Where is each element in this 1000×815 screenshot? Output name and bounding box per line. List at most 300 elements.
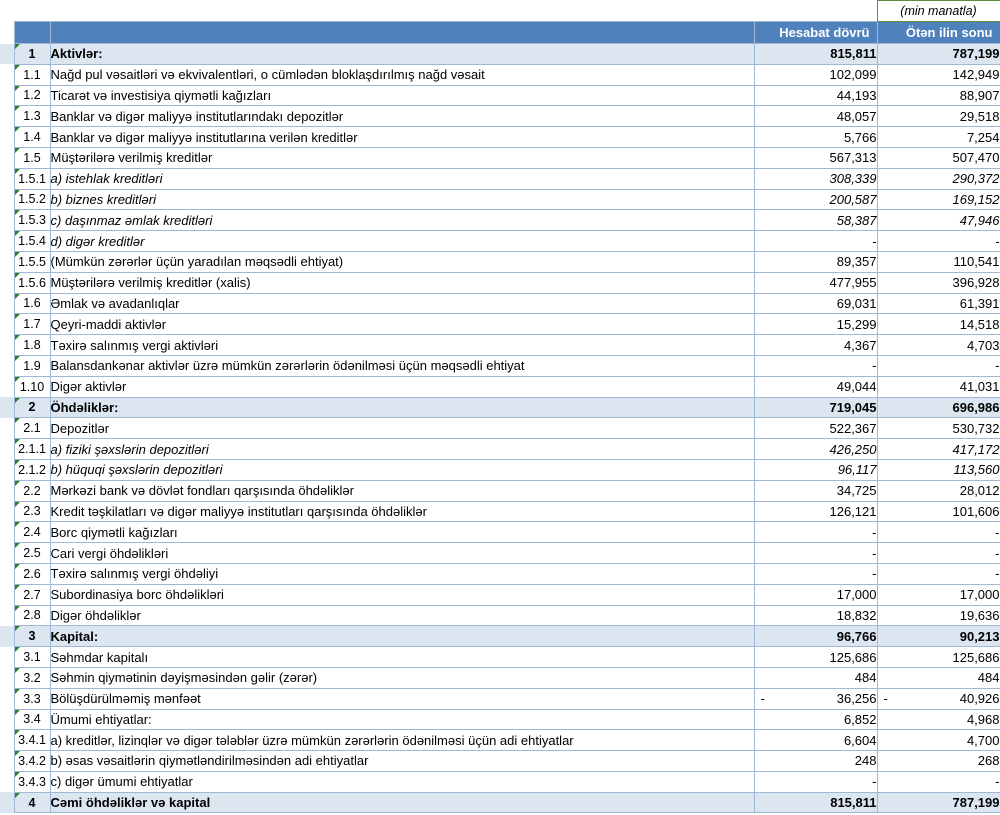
- row-value-previous-year-end[interactable]: -: [877, 231, 1000, 252]
- row-value-reporting-period[interactable]: 102,099: [754, 64, 877, 85]
- table-row: [0, 480, 1000, 501]
- header-reporting-period: Hesabat dövrü: [754, 22, 877, 44]
- units-empty-label: [50, 1, 754, 22]
- cell-comment-marker-icon: [15, 335, 20, 340]
- row-label-cell[interactable]: Müştərilərə verilmiş kreditlər: [50, 147, 754, 168]
- gutter-cell: [0, 189, 14, 210]
- row-value-previous-year-end[interactable]: 17,000: [877, 584, 1000, 605]
- row-value-previous-year-end[interactable]: 169,152: [877, 189, 1000, 210]
- row-label-cell[interactable]: Depozitlər: [50, 418, 754, 439]
- cell-comment-marker-icon: [15, 377, 20, 382]
- row-value-previous-year-end[interactable]: 125,686: [877, 647, 1000, 668]
- table-row: [0, 418, 1000, 439]
- row-number-text: 1.6: [23, 296, 41, 311]
- row-value-reporting-period[interactable]: 48,057: [754, 106, 877, 127]
- row-label-cell[interactable]: a) istehlak kreditləri: [50, 168, 754, 189]
- row-number-text: 1.9: [23, 358, 41, 373]
- table-row: [0, 709, 1000, 730]
- row-value-previous-year-end[interactable]: 268: [877, 751, 1000, 772]
- units-row: [0, 1, 1000, 22]
- row-label-cell[interactable]: d) digər kreditlər: [50, 231, 754, 252]
- row-value-reporting-period[interactable]: 522,367: [754, 418, 877, 439]
- row-number-cell[interactable]: [14, 355, 50, 376]
- row-label-cell[interactable]: Bölüşdürülməmiş mənfəət: [50, 688, 754, 709]
- row-number-text: 2.4: [23, 525, 41, 540]
- gutter-cell: [0, 22, 14, 44]
- row-number-cell[interactable]: [14, 792, 50, 813]
- row-number-text: 3.2: [23, 670, 41, 685]
- gutter-cell: [0, 751, 14, 772]
- row-number-cell[interactable]: [14, 605, 50, 626]
- table-row: [0, 667, 1000, 688]
- row-number-cell[interactable]: [14, 480, 50, 501]
- cell-comment-marker-icon: [15, 772, 20, 777]
- row-value-reporting-period[interactable]: 58,387: [754, 210, 877, 231]
- table-row: [0, 127, 1000, 148]
- row-number-cell[interactable]: [14, 563, 50, 584]
- cell-comment-marker-icon: [15, 106, 20, 111]
- row-value-reporting-period[interactable]: -: [754, 543, 877, 564]
- row-value-previous-year-end[interactable]: 29,518: [877, 106, 1000, 127]
- header-num-col: [14, 22, 50, 44]
- gutter-cell: [0, 314, 14, 335]
- row-number-text: 3.1: [23, 650, 41, 664]
- row-number-text: 1.5: [23, 150, 41, 165]
- row-label-cell[interactable]: b) əsas vəsaitlərin qiymətləndirilməsindən adi ehtiyatlar: [50, 751, 754, 772]
- row-value-reporting-period[interactable]: 200,587: [754, 189, 877, 210]
- row-value-reporting-period[interactable]: 4,367: [754, 335, 877, 356]
- row-label-cell[interactable]: Digər aktivlər: [50, 376, 754, 397]
- table-row: [0, 293, 1000, 314]
- row-label-cell[interactable]: a) fiziki şəxslərin depozitləri: [50, 439, 754, 460]
- cell-comment-marker-icon: [15, 710, 20, 715]
- row-value-previous-year-end[interactable]: 4,703: [877, 335, 1000, 356]
- row-value-reporting-period[interactable]: 126,121: [754, 501, 877, 522]
- gutter-cell: [0, 709, 14, 730]
- row-label-cell[interactable]: (Mümkün zərərlər üçün yaradılan məqsədli ehtiyat): [50, 251, 754, 272]
- row-number-text: 1.4: [23, 130, 41, 145]
- row-number-text: 1.3: [23, 109, 41, 124]
- row-value-previous-year-end[interactable]: 142,949: [877, 64, 1000, 85]
- row-number-cell[interactable]: [14, 459, 50, 480]
- table-row: [0, 44, 1000, 65]
- row-number-cell[interactable]: [14, 210, 50, 231]
- table-row: [0, 85, 1000, 106]
- row-value-previous-year-end[interactable]: -: [877, 563, 1000, 584]
- row-label-cell[interactable]: Borc qiymətli kağızları: [50, 522, 754, 543]
- cell-comment-marker-icon: [15, 439, 20, 444]
- row-value-reporting-period[interactable]: 44,193: [754, 85, 877, 106]
- table-row: [0, 751, 1000, 772]
- row-value-previous-year-end[interactable]: -: [877, 771, 1000, 792]
- row-number-text: 1.5.4: [18, 234, 46, 249]
- units-empty-num: [14, 1, 50, 22]
- table-row: [0, 501, 1000, 522]
- row-value-reporting-period[interactable]: 125,686: [754, 647, 877, 668]
- gutter-cell: [0, 85, 14, 106]
- row-number-cell[interactable]: [14, 189, 50, 210]
- table-row: [0, 168, 1000, 189]
- row-value-previous-year-end[interactable]: 14,518: [877, 314, 1000, 335]
- row-value-reporting-period[interactable]: -: [754, 231, 877, 252]
- row-number-cell[interactable]: [14, 751, 50, 772]
- gutter-cell: [0, 272, 14, 293]
- gutter-cell: [0, 376, 14, 397]
- row-value-previous-year-end[interactable]: 7,254: [877, 127, 1000, 148]
- gutter-cell: [0, 667, 14, 688]
- row-label-cell[interactable]: Öhdəliklər:: [50, 397, 754, 418]
- gutter-cell: [0, 44, 14, 65]
- row-value-previous-year-end[interactable]: 4,968: [877, 709, 1000, 730]
- row-number-cell[interactable]: [14, 667, 50, 688]
- table-row: [0, 771, 1000, 792]
- value-text: 36,256: [836, 691, 877, 707]
- cell-comment-marker-icon: [15, 273, 20, 278]
- row-label-cell[interactable]: Səhmdar kapitalı: [50, 647, 754, 668]
- row-number-text: 3.3: [23, 691, 41, 706]
- gutter-cell: [0, 106, 14, 127]
- row-value-reporting-period[interactable]: 6,604: [754, 730, 877, 751]
- row-number-cell[interactable]: [14, 127, 50, 148]
- row-label-cell[interactable]: Cari vergi öhdəlikləri: [50, 543, 754, 564]
- row-number-cell[interactable]: [14, 64, 50, 85]
- cell-comment-marker-icon: [15, 294, 20, 299]
- header-previous-year-end: Ötən ilin sonu: [877, 22, 1000, 44]
- negative-sign: -: [760, 691, 765, 707]
- row-number-cell[interactable]: [14, 106, 50, 127]
- gutter-cell: [0, 626, 14, 647]
- row-value-reporting-period[interactable]: -: [754, 522, 877, 543]
- row-number-cell[interactable]: [14, 501, 50, 522]
- table-header-row: [0, 22, 1000, 44]
- table-row: [0, 189, 1000, 210]
- negative-sign: -: [883, 691, 888, 707]
- gutter-cell: [0, 543, 14, 564]
- header-label-col: [50, 22, 754, 44]
- row-value-reporting-period[interactable]: 426,250: [754, 439, 877, 460]
- row-number-text: 1.5.6: [18, 275, 46, 290]
- table-row: [0, 314, 1000, 335]
- cell-comment-marker-icon: [15, 585, 20, 590]
- row-number-text: 1.10: [19, 379, 45, 394]
- gutter-cell: [0, 355, 14, 376]
- row-value-reporting-period[interactable]: 34,725: [754, 480, 877, 501]
- value-text: 40,926: [959, 691, 1000, 707]
- row-number-cell[interactable]: [14, 688, 50, 709]
- row-value-reporting-period[interactable]: -: [754, 563, 877, 584]
- table-row: [0, 584, 1000, 605]
- cell-comment-marker-icon: [15, 127, 20, 132]
- row-number-text: 4: [28, 795, 36, 810]
- cell-comment-marker-icon: [15, 460, 20, 465]
- cell-comment-marker-icon: [15, 231, 20, 236]
- table-row: [0, 688, 1000, 709]
- table-row: [0, 272, 1000, 293]
- units-empty-v1: [754, 1, 877, 22]
- table-row: [0, 106, 1000, 127]
- row-number-text: 1.7: [23, 317, 41, 332]
- row-value-reporting-period[interactable]: 6,852: [754, 709, 877, 730]
- row-number-text: 1: [28, 46, 36, 61]
- cell-comment-marker-icon: [15, 418, 20, 423]
- row-label-cell[interactable]: Banklar və digər maliyyə institutlarına verilən kreditlər: [50, 127, 754, 148]
- row-number-cell[interactable]: [14, 314, 50, 335]
- row-label-cell[interactable]: Mərkəzi bank və dövlət fondları qarşısında öhdəliklər: [50, 480, 754, 501]
- table-row: [0, 626, 1000, 647]
- row-value-reporting-period[interactable]: 248: [754, 751, 877, 772]
- row-value-previous-year-end[interactable]: 507,470: [877, 147, 1000, 168]
- row-number-cell[interactable]: [14, 709, 50, 730]
- row-value-previous-year-end[interactable]: 41,031: [877, 376, 1000, 397]
- row-value-previous-year-end[interactable]: -: [877, 543, 1000, 564]
- row-label-cell[interactable]: Aktivlər:: [50, 44, 754, 65]
- row-number-cell[interactable]: [14, 584, 50, 605]
- row-number-cell[interactable]: [14, 771, 50, 792]
- table-row: [0, 459, 1000, 480]
- gutter-cell: [0, 563, 14, 584]
- row-number-text: 1.1: [23, 67, 41, 82]
- row-number-text: 2.6: [23, 566, 41, 581]
- row-label-cell[interactable]: Səhmin qiymətinin dəyişməsindən gəlir (zərər): [50, 667, 754, 688]
- row-number-text: 1.8: [23, 338, 41, 353]
- row-number-cell[interactable]: [14, 376, 50, 397]
- cell-comment-marker-icon: [15, 606, 20, 611]
- row-number-text: 2.1.1: [18, 442, 46, 457]
- row-value-reporting-period[interactable]: 15,299: [754, 314, 877, 335]
- table-row: [0, 647, 1000, 668]
- row-number-cell[interactable]: [14, 730, 50, 751]
- cell-comment-marker-icon: [15, 190, 20, 195]
- row-value-previous-year-end[interactable]: 113,560: [877, 459, 1000, 480]
- gutter-cell: [0, 771, 14, 792]
- row-value-reporting-period[interactable]: -: [754, 355, 877, 376]
- row-value-previous-year-end[interactable]: 110,541: [877, 251, 1000, 272]
- row-value-reporting-period[interactable]: 69,031: [754, 293, 877, 314]
- table-row: [0, 335, 1000, 356]
- cell-comment-marker-icon: [15, 730, 20, 735]
- table-row: [0, 397, 1000, 418]
- row-label-cell[interactable]: Ticarət və investisiya qiymətli kağızları: [50, 85, 754, 106]
- cell-comment-marker-icon: [15, 86, 20, 91]
- cell-comment-marker-icon: [15, 44, 20, 49]
- row-number-text: 3.4.3: [18, 774, 46, 789]
- row-number-text: 3.4.1: [18, 733, 46, 748]
- row-value-reporting-period[interactable]: 5,766: [754, 127, 877, 148]
- table-row: [0, 792, 1000, 813]
- row-value-reporting-period[interactable]: 96,117: [754, 459, 877, 480]
- gutter-cell: [0, 480, 14, 501]
- row-value-previous-year-end[interactable]: 47,946: [877, 210, 1000, 231]
- row-number-cell[interactable]: [14, 251, 50, 272]
- table-row: [0, 376, 1000, 397]
- row-number-text: 1.5.3: [18, 213, 46, 228]
- row-label-cell[interactable]: Təxirə salınmış vergi aktivləri: [50, 335, 754, 356]
- row-number-cell[interactable]: [14, 85, 50, 106]
- row-number-cell[interactable]: [14, 272, 50, 293]
- row-label-cell[interactable]: Qeyri-maddi aktivlər: [50, 314, 754, 335]
- row-value-previous-year-end[interactable]: 290,372: [877, 168, 1000, 189]
- cell-comment-marker-icon: [15, 314, 20, 319]
- row-label-cell[interactable]: Banklar və digər maliyyə institutlarındakı depozitlər: [50, 106, 754, 127]
- row-number-cell[interactable]: [14, 397, 50, 418]
- cell-comment-marker-icon: [15, 169, 20, 174]
- row-value-reporting-period[interactable]: 815,811: [754, 792, 877, 813]
- row-value-previous-year-end[interactable]: 396,928: [877, 272, 1000, 293]
- row-number-cell[interactable]: [14, 647, 50, 668]
- table-row: [0, 543, 1000, 564]
- row-value-reporting-period[interactable]: 719,045: [754, 397, 877, 418]
- row-label-cell[interactable]: Nağd pul vəsaitləri və ekvivalentləri, o cümlədən bloklaşdırılmış nağd vəsait: [50, 64, 754, 85]
- row-value-previous-year-end[interactable]: -: [877, 355, 1000, 376]
- row-value-reporting-period[interactable]: 17,000: [754, 584, 877, 605]
- gutter-cell: [0, 251, 14, 272]
- gutter-cell: [0, 1, 14, 22]
- cell-comment-marker-icon: [15, 543, 20, 548]
- row-label-cell[interactable]: Balansdankənar aktivlər üzrə mümkün zərərlərin ödənilməsi üçün məqsədli ehtiyat: [50, 355, 754, 376]
- row-value-reporting-period[interactable]: 96,766: [754, 626, 877, 647]
- row-value-reporting-period[interactable]: 477,955: [754, 272, 877, 293]
- row-value-previous-year-end[interactable]: 101,606: [877, 501, 1000, 522]
- row-number-cell[interactable]: [14, 543, 50, 564]
- row-number-text: 2.1.2: [18, 462, 46, 477]
- table-row: [0, 64, 1000, 85]
- row-value-previous-year-end[interactable]: 4,700: [877, 730, 1000, 751]
- row-value-reporting-period[interactable]: 308,339: [754, 168, 877, 189]
- row-value-reporting-period[interactable]: 89,357: [754, 251, 877, 272]
- row-number-cell[interactable]: [14, 44, 50, 65]
- row-number-text: 1.5.5: [18, 254, 46, 269]
- cell-comment-marker-icon: [15, 148, 20, 153]
- gutter-cell: [0, 439, 14, 460]
- cell-comment-marker-icon: [15, 647, 20, 652]
- row-value-reporting-period[interactable]: 18,832: [754, 605, 877, 626]
- row-value-previous-year-end[interactable]: 19,636: [877, 605, 1000, 626]
- table-body: [0, 1, 1000, 813]
- row-value-previous-year-end[interactable]: 696,986: [877, 397, 1000, 418]
- row-value-previous-year-end[interactable]: 787,199: [877, 44, 1000, 65]
- row-number-cell[interactable]: [14, 418, 50, 439]
- cell-comment-marker-icon: [15, 522, 20, 527]
- row-number-cell[interactable]: [14, 231, 50, 252]
- gutter-cell: [0, 584, 14, 605]
- row-value-previous-year-end[interactable]: 28,012: [877, 480, 1000, 501]
- gutter-cell: [0, 459, 14, 480]
- row-number-cell[interactable]: [14, 439, 50, 460]
- row-value-previous-year-end[interactable]: 530,732: [877, 418, 1000, 439]
- row-number-cell[interactable]: [14, 147, 50, 168]
- row-label-cell[interactable]: Müştərilərə verilmiş kreditlər (xalis): [50, 272, 754, 293]
- row-value-previous-year-end[interactable]: 484: [877, 667, 1000, 688]
- gutter-cell: [0, 293, 14, 314]
- row-label-cell[interactable]: b) biznes kreditləri: [50, 189, 754, 210]
- row-number-cell[interactable]: [14, 626, 50, 647]
- row-value-reporting-period[interactable]: 49,044: [754, 376, 877, 397]
- row-label-cell[interactable]: Cəmi öhdəliklər və kapital: [50, 792, 754, 813]
- row-label-cell[interactable]: Kredit təşkilatları və digər maliyyə institutları qarşısında öhdəliklər: [50, 501, 754, 522]
- row-value-previous-year-end[interactable]: 61,391: [877, 293, 1000, 314]
- cell-comment-marker-icon: [15, 481, 20, 486]
- cell-comment-marker-icon: [15, 252, 20, 257]
- row-number-text: 2.8: [23, 608, 41, 623]
- table-row: [0, 522, 1000, 543]
- gutter-cell: [0, 501, 14, 522]
- row-label-cell[interactable]: Subordinasiya borc öhdəlikləri: [50, 584, 754, 605]
- gutter-cell: [0, 335, 14, 356]
- row-number-cell[interactable]: [14, 522, 50, 543]
- row-value-reporting-period[interactable]: -: [754, 771, 877, 792]
- row-label-cell[interactable]: Ümumi ehtiyatlar:: [50, 709, 754, 730]
- row-value-reporting-period[interactable]: 484: [754, 667, 877, 688]
- row-value-previous-year-end[interactable]: 90,213: [877, 626, 1000, 647]
- gutter-cell: [0, 730, 14, 751]
- cell-comment-marker-icon: [15, 793, 20, 798]
- gutter-cell: [0, 210, 14, 231]
- row-label-cell[interactable]: Digər öhdəliklər: [50, 605, 754, 626]
- row-number-cell[interactable]: [14, 335, 50, 356]
- cell-comment-marker-icon: [15, 668, 20, 673]
- gutter-cell: [0, 64, 14, 85]
- cell-comment-marker-icon: [15, 356, 20, 361]
- row-label-cell[interactable]: Kapital:: [50, 626, 754, 647]
- row-number-text: 1.5.2: [18, 192, 46, 207]
- table-row: [0, 355, 1000, 376]
- row-label-cell[interactable]: Təxirə salınmış vergi öhdəliyi: [50, 563, 754, 584]
- cell-comment-marker-icon: [15, 210, 20, 215]
- row-label-cell[interactable]: a) kreditlər, lizinqlər və digər tələblər üzrə mümkün zərərlərin ödənilməsi üçün adi ehtiyatlar: [50, 730, 754, 751]
- gutter-cell: [0, 605, 14, 626]
- row-number-text: 2: [28, 400, 36, 415]
- row-label-cell[interactable]: c) digər ümumi ehtiyatlar: [50, 771, 754, 792]
- row-number-cell[interactable]: [14, 293, 50, 314]
- gutter-cell: [0, 688, 14, 709]
- row-number-text: 2.7: [23, 587, 41, 602]
- table-row: [0, 605, 1000, 626]
- row-number-text: 1.2: [23, 88, 41, 103]
- units-note: (min manatla): [877, 1, 1000, 22]
- cell-comment-marker-icon: [15, 502, 20, 507]
- row-value-previous-year-end[interactable]: 787,199: [877, 792, 1000, 813]
- row-value-reporting-period[interactable]: [754, 688, 877, 709]
- gutter-cell: [0, 231, 14, 252]
- gutter-cell: [0, 127, 14, 148]
- row-value-previous-year-end[interactable]: 88,907: [877, 85, 1000, 106]
- row-value-previous-year-end[interactable]: -: [877, 522, 1000, 543]
- row-number-text: 2.1: [23, 421, 41, 436]
- gutter-cell: [0, 792, 14, 813]
- gutter-cell: [0, 647, 14, 668]
- row-number-text: 2.2: [23, 483, 41, 498]
- table-row: [0, 147, 1000, 168]
- row-number-text: 3: [28, 629, 36, 644]
- row-value-reporting-period[interactable]: 567,313: [754, 147, 877, 168]
- gutter-cell: [0, 168, 14, 189]
- row-label-cell[interactable]: c) daşınmaz əmlak kreditləri: [50, 210, 754, 231]
- gutter-cell: [0, 147, 14, 168]
- row-number-text: 1.5.1: [18, 171, 46, 186]
- row-number-cell[interactable]: [14, 168, 50, 189]
- row-value-previous-year-end[interactable]: 417,172: [877, 439, 1000, 460]
- table-row: [0, 231, 1000, 252]
- row-label-cell[interactable]: Əmlak və avadanlıqlar: [50, 293, 754, 314]
- row-label-cell[interactable]: b) hüquqi şəxslərin depozitləri: [50, 459, 754, 480]
- cell-comment-marker-icon: [15, 689, 20, 694]
- row-value-reporting-period[interactable]: 815,811: [754, 44, 877, 65]
- row-value-previous-year-end[interactable]: [877, 688, 1000, 709]
- cell-comment-marker-icon: [15, 626, 20, 631]
- gutter-cell: [0, 418, 14, 439]
- table-row: [0, 730, 1000, 751]
- table-row: [0, 210, 1000, 231]
